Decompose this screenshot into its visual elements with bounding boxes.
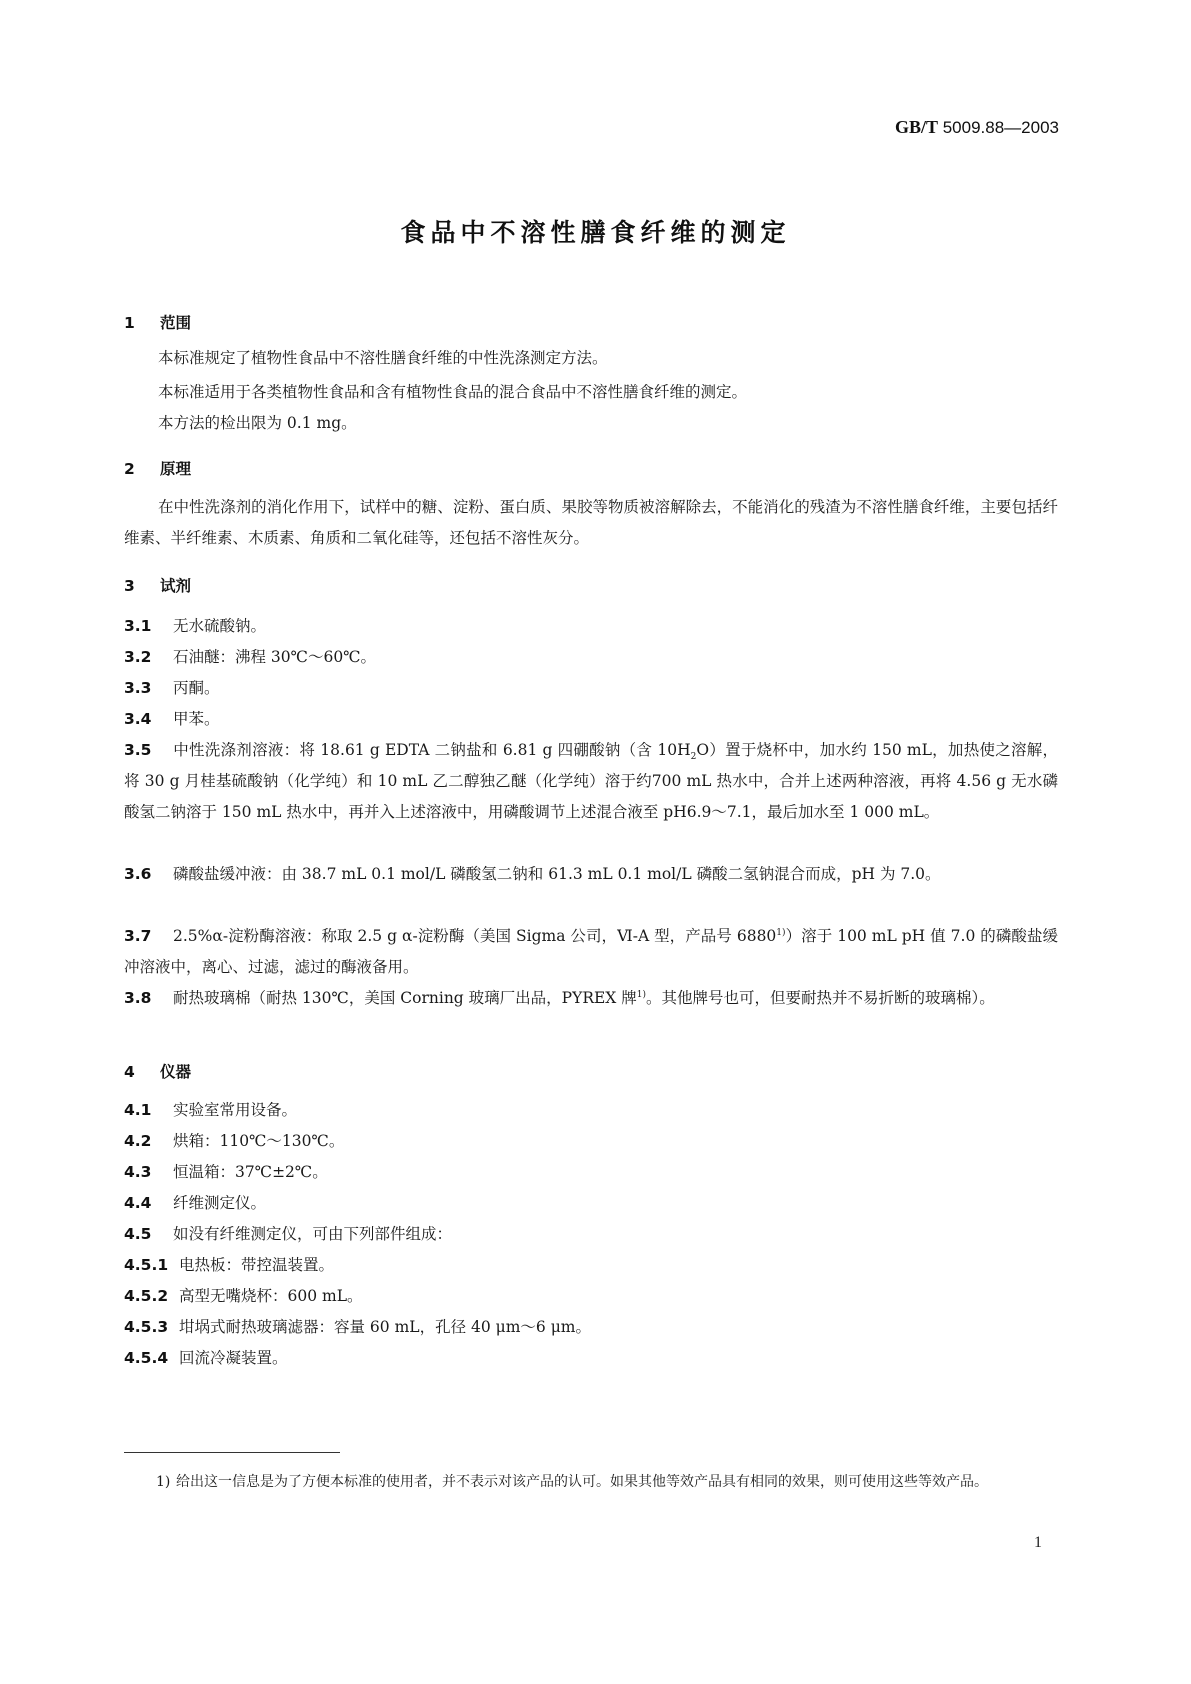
list-item (124, 673, 1058, 704)
footnote-ref: 1) (776, 927, 786, 938)
item-text: 如没有纤维测定仪，可由下列部件组成： (173, 1225, 453, 1243)
item-text: 磷酸盐缓冲液：由 38.7 mL 0.1 mol/L 磷酸氢二钠和 61.3 mL 0.1 mol/L 磷酸二氢钠混合而成，pH 为 7.0。 (173, 865, 941, 883)
item-text: 石油醚：沸程 30℃～60℃。 (173, 648, 377, 666)
subscript: 2 (690, 752, 697, 763)
list-item (124, 1219, 1058, 1250)
item-text: 中性洗涤剂溶液：将 18.61 g EDTA 二钠盐和 6.81 g 四硼酸钠（含 10H (173, 741, 691, 759)
document-title: 食品中不溶性膳食纤维的测定 (400, 218, 791, 247)
item-number: 3.5 (124, 741, 152, 759)
item-number: 3.1 (124, 617, 152, 635)
list-item (124, 1312, 1058, 1343)
item-number: 4.5.2 (124, 1287, 169, 1305)
item-text-cont: O）置于烧杯中，加水约 150 mL，加热使之溶解，将 30 g 月桂基硫酸钠（化学纯）和 10 mL 乙二醇独乙醚（化学纯）溶于约700 mL 热水中，合并上述两种溶液，再将 4.56 g 无水磷酸氢二钠溶于 150 mL 热水中，再并入上述溶液中，用磷酸调节上述混合液至 pH6.9～7.1，最后加水至 1 000 mL。 (124, 741, 1058, 821)
item-text: 实验室常用设备。 (173, 1101, 298, 1119)
footnote-divider (124, 1452, 340, 1453)
section-number: 2 (124, 460, 135, 478)
list-item (124, 859, 1058, 890)
paragraph: 本方法的检出限为 0.1 mg。 (158, 414, 357, 432)
section-title: 原理 (160, 460, 192, 478)
item-text: 恒温箱：37℃±2℃。 (173, 1163, 328, 1181)
item-text: 2.5%α-淀粉酶溶液：称取 2.5 g α-淀粉酶（美国 Sigma 公司，Ⅵ-A 型，产品号 6880 (173, 927, 777, 945)
item-number: 4.5.3 (124, 1318, 169, 1336)
item-number: 4.5.4 (124, 1349, 169, 1367)
footnote-ref: 1) (636, 989, 647, 1000)
item-number: 4.1 (124, 1101, 152, 1119)
list-item (124, 735, 1058, 828)
section-number: 4 (124, 1063, 135, 1081)
item-text-cont: 。其他牌号也可，但要耐热并不易折断的玻璃棉）。 (646, 989, 995, 1007)
footnote-mark: 1) (156, 1474, 171, 1490)
section-heading-3 (124, 574, 191, 596)
page-number: 1 (1034, 1534, 1042, 1551)
section-title: 仪器 (160, 1063, 192, 1081)
section-number: 3 (124, 577, 135, 595)
item-number: 4.2 (124, 1132, 152, 1150)
item-number: 4.5.1 (124, 1256, 169, 1274)
item-text-cont: ）溶于 100 mL pH 值 7.0 的磷酸盐缓冲溶液中，离心、过滤，滤过的酶液备用。 (124, 927, 1058, 976)
item-number: 4.3 (124, 1163, 152, 1181)
list-item (124, 921, 1058, 983)
item-text: 甲苯。 (173, 710, 220, 728)
item-number: 4.5 (124, 1225, 152, 1243)
item-number: 3.3 (124, 679, 152, 697)
item-text: 纤维测定仪。 (173, 1194, 267, 1212)
standard-prefix: GB/T (894, 117, 938, 137)
list-item (124, 642, 1058, 673)
standard-number: 5009.88—2003 (942, 118, 1059, 137)
list-item (124, 1157, 1058, 1188)
item-number: 4.4 (124, 1194, 152, 1212)
footnote (156, 1468, 1056, 1496)
item-text: 坩埚式耐热玻璃滤器：容量 60 mL，孔径 40 μm～6 μm。 (179, 1318, 591, 1336)
paragraph: 本标准适用于各类植物性食品和含有植物性食品的混合食品中不溶性膳食纤维的测定。 (158, 383, 748, 401)
item-text: 耐热玻璃棉（耐热 130℃，美国 Corning 玻璃厂出品，PYREX 牌 (173, 989, 637, 1007)
item-number: 3.8 (124, 989, 152, 1007)
section-title: 范围 (160, 314, 192, 332)
item-number: 3.6 (124, 865, 152, 883)
item-text: 回流冷凝装置。 (179, 1349, 288, 1367)
list-item (124, 983, 1058, 1014)
item-text: 丙酮。 (173, 679, 220, 697)
list-item (124, 1188, 1058, 1219)
paragraph: 在中性洗涤剂的消化作用下，试样中的糖、淀粉、蛋白质、果胶等物质被溶解除去，不能消化的残渣为不溶性膳食纤维，主要包括纤维素、半纤维素、木质素、角质和二氧化硅等，还包括不溶性灰分。 (124, 498, 1058, 547)
list-item (124, 1126, 1058, 1157)
list-item (124, 1095, 1058, 1126)
list-item (124, 1250, 1058, 1281)
item-number: 3.7 (124, 927, 152, 945)
list-item (124, 611, 1058, 642)
item-text: 烘箱：110℃～130℃。 (173, 1132, 345, 1150)
item-text: 无水硫酸钠。 (173, 617, 267, 635)
item-text: 电热板：带控温装置。 (179, 1256, 335, 1274)
item-number: 3.2 (124, 648, 152, 666)
list-item (124, 1343, 1058, 1374)
footnote-text: 给出这一信息是为了方便本标准的使用者，并不表示对该产品的认可。如果其他等效产品具有相同的效果，则可使用这些等效产品。 (176, 1474, 988, 1490)
section-heading-2 (124, 457, 191, 479)
standard-code (895, 117, 1059, 138)
section-title: 试剂 (160, 577, 192, 595)
section-number: 1 (124, 314, 135, 332)
list-item (124, 1281, 1058, 1312)
section-heading-4 (124, 1060, 191, 1082)
list-item (124, 704, 1058, 735)
section-heading-1 (124, 311, 191, 333)
item-text: 高型无嘴烧杯：600 mL。 (179, 1287, 363, 1305)
paragraph: 本标准规定了植物性食品中不溶性膳食纤维的中性洗涤测定方法。 (158, 349, 608, 367)
item-number: 3.4 (124, 710, 152, 728)
